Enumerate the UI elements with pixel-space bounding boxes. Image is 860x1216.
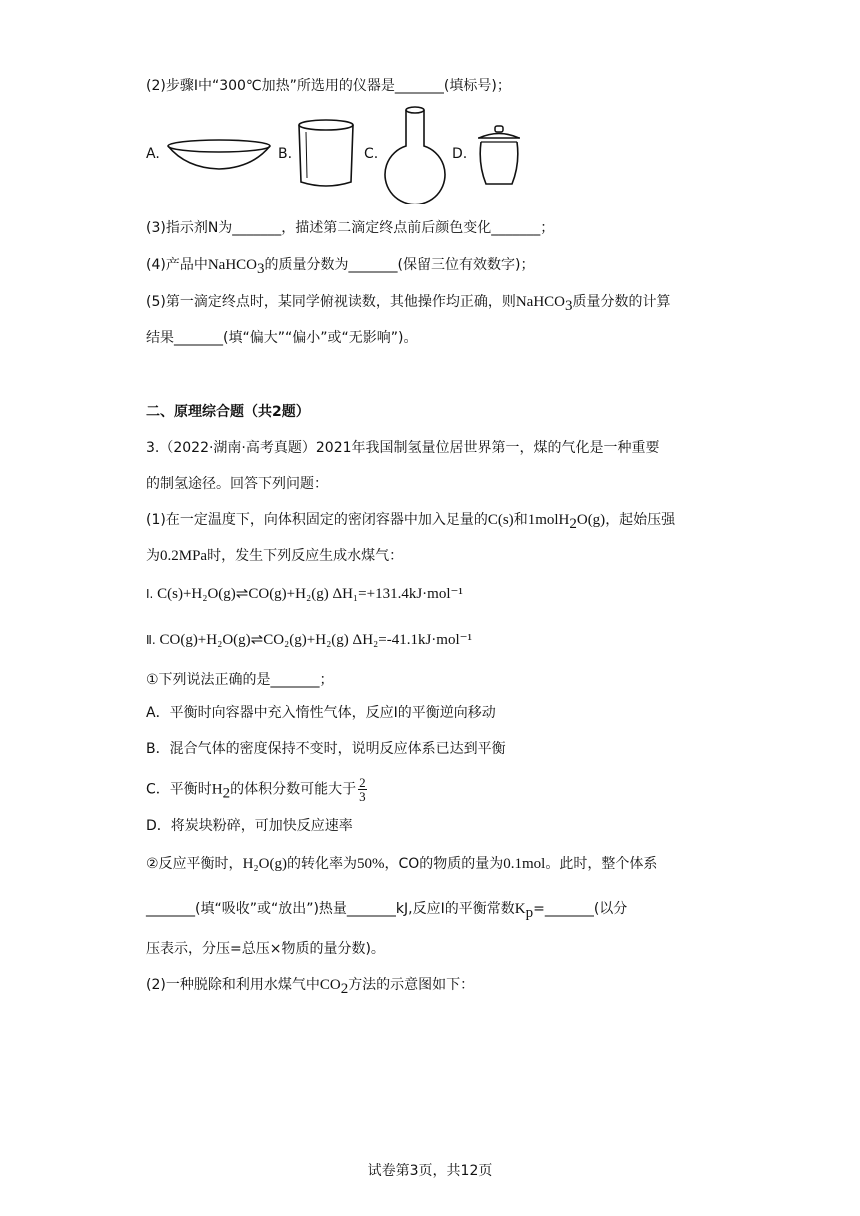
option-b: B．混合气体的密度保持不变时，说明反应体系已达到平衡 <box>146 741 506 757</box>
option-c-label: C. <box>364 146 379 162</box>
reaction-1: Ⅰ. C(s)+H₂O(g)⇌CO(g)+H₂(g) ΔH₁=+131.4kJ·mol⁻¹ <box>146 586 463 602</box>
page-footer: 试卷第3页，共12页 <box>367 1163 493 1179</box>
crucible-icon <box>474 124 524 188</box>
question-4-text: (4)产品中NaHCO$_3$的质量分数为_______(保留三位有效数字)； <box>146 257 535 277</box>
question-5-line-1: (5)第一滴定终点时，某同学俯视读数，其他操作均正确，则NaHCO$_3$质量分数的计算 <box>146 294 671 314</box>
round-bottom-flask-icon <box>383 106 447 204</box>
subquestion-2-line-3: 压表示，分压=总压×物质的量分数)。 <box>146 941 385 957</box>
question-3-text: (3)指示剂N为_______，描述第二滴定终点前后颜色变化_______； <box>146 220 555 236</box>
question-2-text: (2)步骤Ⅰ中“300℃加热”所选用的仪器是_______(填标号)； <box>146 78 511 94</box>
section-2-title: 二、原理综合题（共2题） <box>146 404 310 420</box>
subquestion-2-line-2: _______(填“吸收”或“放出”)热量_______kJ,反应Ⅰ的平衡常数$K_p=\_\_\_\_\_\_\_$(以分 <box>146 901 628 921</box>
problem-3-intro-2: 的制氢途径。回答下列问题： <box>146 476 328 492</box>
subquestion-1: ①下列说法正确的是_______； <box>146 672 334 688</box>
reaction-2: Ⅱ. CO(g)+H₂O(g)⇌CO₂(g)+H₂(g) ΔH₂=-41.1kJ·mol⁻¹ <box>146 632 473 648</box>
problem-3-part-1-line-1: (1)在一定温度下，向体积固定的密闭容器中加入足量的C(s)和1molH$_2$O(g)，起始压强 <box>146 512 676 532</box>
problem-3-intro-1: 3.（2022·湖南·高考真题）2021年我国制氢量位居世界第一，煤的气化是一种重要 <box>146 440 660 456</box>
option-b-label: B. <box>278 146 293 162</box>
option-a: A．平衡时向容器中充入惰性气体，反应Ⅰ的平衡逆向移动 <box>146 705 496 721</box>
evaporating-dish-icon <box>166 138 272 172</box>
question-5-line-2: 结果_______(填“偏大”“偏小”或“无影响”)。 <box>146 330 418 346</box>
fraction-two-thirds: $\frac{2}{3}$ <box>359 775 366 804</box>
problem-3-part-1-line-2: 为0.2MPa时，发生下列反应生成水煤气： <box>146 548 404 564</box>
problem-3-part-2: (2)一种脱除和利用水煤气中$CO_2$方法的示意图如下： <box>146 977 475 997</box>
beaker-icon <box>296 118 356 192</box>
option-d-label: D. <box>452 146 468 162</box>
option-d: D．将炭块粉碎，可加快反应速率 <box>146 818 353 834</box>
option-c: C．平衡时$H_2$的体积分数可能大于 $\frac{2}{3}$ <box>146 775 366 804</box>
option-a-label: A. <box>146 146 160 162</box>
subquestion-2-line-1: ②反应平衡时，H₂O(g)的转化率为50%，CO的物质的量为0.1mol。此时，整个体系 <box>146 856 658 872</box>
